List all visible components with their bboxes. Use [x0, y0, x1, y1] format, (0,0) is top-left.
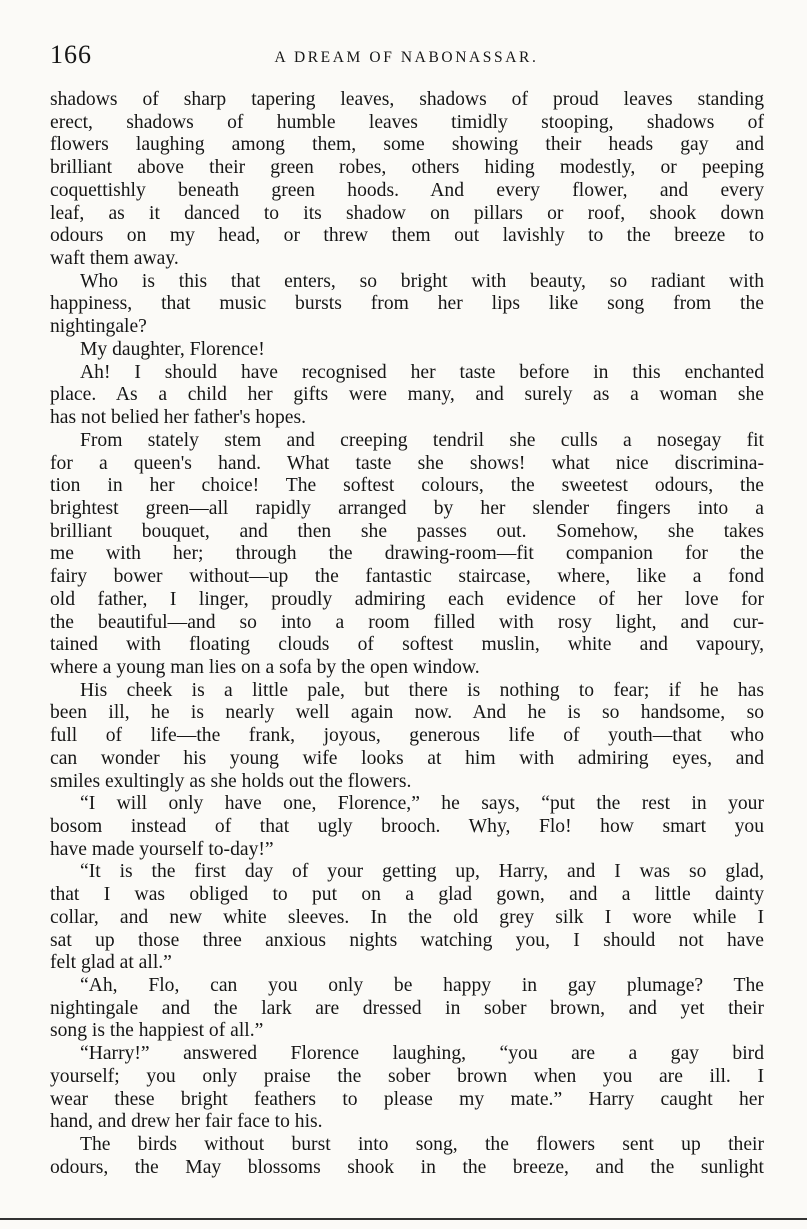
text-line: “I will only have one, Florence,” he says, “put the rest in your [80, 793, 764, 815]
text-line: been ill, he is nearly well again now. And he is so handsome, so [50, 702, 764, 724]
text-line: brightest green—all rapidly arranged by her slender fingers into a [50, 497, 764, 519]
text-line: song is the happiest of all.” [50, 1020, 264, 1042]
text-line: odours on my head, or threw them out lavishly to the breeze to [50, 225, 764, 247]
text-line: nightingale? [50, 316, 147, 338]
text-line: His cheek is a little pale, but there is nothing to fear; if he has [80, 679, 764, 701]
text-line: “Ah, Flo, can you only be happy in gay plumage? The [80, 975, 764, 997]
text-line: shadows of sharp tapering leaves, shadows of proud leaves standing [50, 89, 764, 110]
text-line: Ah! I should have recognised her taste before in this enchanted [80, 361, 764, 383]
text-line: fairy bower without—up the fantastic staircase, where, like a fond [50, 566, 764, 588]
text-line: tained with floating clouds of softest muslin, white and vapoury, [50, 634, 764, 656]
text-line: wear these bright feathers to please my mate.” Harry caught her [50, 1088, 764, 1110]
text-line: that I was obliged to put on a glad gown, and a little dainty [50, 884, 764, 906]
page-number: 166 [50, 40, 92, 69]
text-line: flowers laughing among them, some showing their heads gay and [50, 134, 764, 156]
text-line: happiness, that music bursts from her lips like song from the [50, 293, 764, 315]
text-line: The birds without burst into song, the flowers sent up their [80, 1134, 764, 1156]
text-line: waft them away. [50, 248, 179, 270]
text-line: yourself; you only praise the sober brown when you are ill. I [50, 1065, 764, 1087]
text-line: for a queen's hand. What taste she shows! what nice discrimina- [50, 452, 764, 474]
text-line: full of life—the frank, joyous, generous life of youth—that who [50, 725, 764, 747]
text-line: leaf, as it danced to its shadow on pillars or roof, shook down [50, 202, 764, 224]
text-line: My daughter, Florence! [80, 338, 265, 360]
text-line: From stately stem and creeping tendril she culls a nosegay fit [80, 429, 764, 451]
text-line: nightingale and the lark are dressed in sober brown, and yet their [50, 997, 764, 1019]
text-line: “It is the first day of your getting up, Harry, and I was so glad, [80, 861, 764, 883]
bottom-rule [0, 1218, 807, 1220]
text-line: brilliant bouquet, and then she passes out. Somehow, she takes [50, 520, 764, 542]
running-title: A DREAM OF NABONASSAR. [274, 49, 539, 66]
text-line: hand, and drew her fair face to his. [50, 1111, 323, 1133]
text-line: place. As a child her gifts were many, and surely as a woman she [50, 384, 764, 406]
text-line: the beautiful—and so into a room filled with rosy light, and cur- [50, 611, 764, 633]
page-header [50, 40, 763, 70]
text-line: has not belied her father's hopes. [50, 407, 306, 429]
text-line: bosom instead of that ugly brooch. Why, Flo! how smart you [50, 816, 764, 837]
text-line: coquettishly beneath green hoods. And every flower, and every [50, 179, 764, 201]
text-line: sat up those three anxious nights watching you, I should not have [50, 929, 764, 951]
text-line: felt glad at all.” [50, 952, 172, 974]
text-line: collar, and new white sleeves. In the old grey silk I wore while I [50, 906, 764, 928]
text-line: old father, I linger, proudly admiring each evidence of her love for [50, 588, 764, 610]
text-line: Who is this that enters, so bright with beauty, so radiant with [80, 270, 764, 292]
text-line: odours, the May blossoms shook in the breeze, and the sunlight [50, 1156, 764, 1178]
text-line: smiles exultingly as she holds out the flowers. [50, 770, 412, 792]
text-line: erect, shadows of humble leaves timidly stooping, shadows of [50, 111, 764, 133]
text-line: me with her; through the drawing-room—fit companion for the [50, 543, 764, 565]
text-line: can wonder his young wife looks at him with admiring eyes, and [50, 747, 764, 769]
text-line: brilliant above their green robes, others hiding modestly, or peeping [50, 157, 764, 179]
body-text [50, 89, 764, 1180]
text-line: “Harry!” answered Florence laughing, “you are a gay bird [80, 1043, 764, 1065]
text-line: have made yourself to-day!” [50, 838, 274, 860]
text-line: tion in her choice! The softest colours, the sweetest odours, the [50, 475, 764, 497]
text-line: where a young man lies on a sofa by the open window. [50, 656, 480, 678]
